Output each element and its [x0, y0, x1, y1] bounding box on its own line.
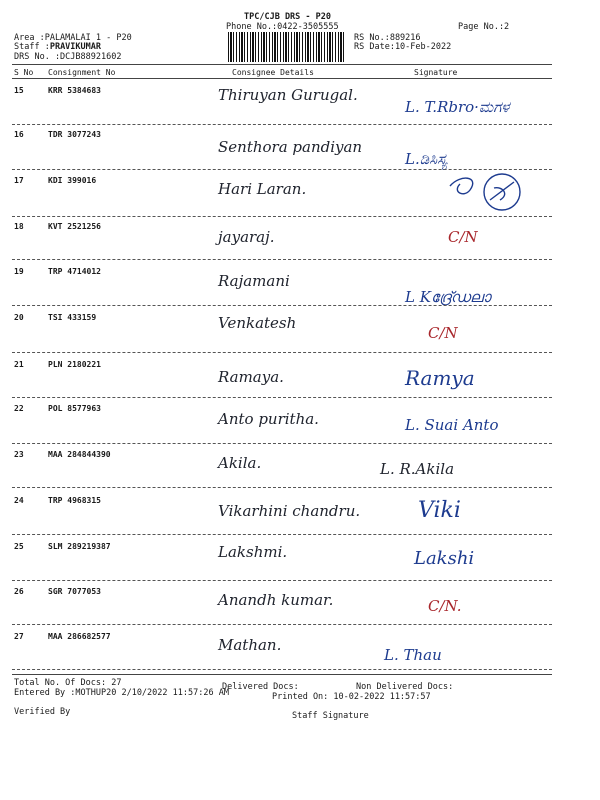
row-consignment: KRR 5384683 [48, 86, 101, 95]
staff-prefix: Staff : [14, 42, 50, 52]
page-number: Page No.:2 [458, 22, 510, 32]
entered-by: Entered By :MOTHUP20 2/10/2022 11:57:26 AM [14, 688, 229, 698]
rs-date: RS Date:10-Feb-2022 [354, 42, 452, 52]
phone-number: Phone No.:0422-3505555 [226, 22, 339, 32]
column-header-signature: Signature [414, 68, 458, 77]
barcode [228, 32, 346, 62]
row-sno: 17 [14, 176, 24, 185]
signature-scribble-icon [430, 164, 530, 216]
row-consignee-name: Anandh kumar. [218, 591, 334, 609]
row-signature: L.ಡಿಸಿಸ್ಯ [405, 150, 448, 168]
column-header-consignment: Consignment No [48, 68, 116, 77]
row-signature: L. T.Rbro·ಮಗಳ [405, 98, 510, 116]
row-signature: L Kദ്ര്ഡേലാ [405, 288, 491, 306]
row-consignee-name: Venkatesh [218, 314, 297, 332]
row-sno: 15 [14, 86, 24, 95]
row-consignee-name: Akila. [218, 454, 262, 472]
row-consignment: TDR 3077243 [48, 130, 101, 139]
row-consignment: MAA 286682577 [48, 632, 111, 641]
row-consignee-name: Lakshmi. [218, 543, 288, 561]
rs-number: RS No.:889216 [354, 33, 421, 43]
row-consignee-name: Thiruyan Gurugal. [218, 86, 358, 104]
row-consignment: SGR 7077053 [48, 587, 101, 596]
verified-by: Verified By [14, 707, 71, 717]
row-signature: L. Thau [384, 646, 442, 664]
row-signature: C/N. [428, 597, 462, 615]
row-consignee-name: Vikarhini chandru. [218, 502, 361, 520]
total-docs: Total No. Of Docs: 27 [14, 678, 122, 688]
row-consignee-name: Rajamani [218, 272, 290, 290]
column-header-consignee: Consignee Details [232, 68, 314, 77]
column-header-sno: S No [14, 68, 34, 77]
staff-label [14, 42, 101, 52]
row-consignee-name: Senthora pandiyan [218, 138, 363, 156]
row-consignment: TSI 433159 [48, 313, 97, 322]
row-sno: 24 [14, 496, 24, 505]
row-sno: 21 [14, 360, 24, 369]
row-consignment: KDI 399016 [48, 176, 97, 185]
row-sno: 20 [14, 313, 24, 322]
row-signature: C/N [448, 228, 478, 246]
printed-on: Printed On: 10-02-2022 11:57:57 [272, 692, 431, 702]
row-consignee-name: Ramaya. [218, 368, 284, 386]
row-consignee-name: Hari Laran. [218, 180, 307, 198]
row-consignee-name: Mathan. [218, 636, 282, 654]
row-sno: 19 [14, 267, 24, 276]
row-consignment: POL 8577963 [48, 404, 101, 413]
staff-signature-label: Staff Signature [292, 711, 369, 721]
row-sno: 16 [14, 130, 24, 139]
row-signature: Viki [418, 498, 461, 523]
non-delivered-docs: Non Delivered Docs: [356, 682, 454, 692]
row-consignment: SLM 289219387 [48, 542, 111, 551]
row-consignment: PLN 2180221 [48, 360, 101, 369]
row-sno: 18 [14, 222, 24, 231]
row-sno: 26 [14, 587, 24, 596]
area-label: Area :PALAMALAI 1 - P20 [14, 33, 132, 43]
staff-name: PRAVIKUMAR [49, 42, 102, 52]
row-consignee-name: jayaraj. [218, 228, 275, 246]
row-sno: 23 [14, 450, 24, 459]
document-title: TPC/CJB DRS - P20 [244, 12, 331, 22]
row-signature: L. Suai Anto [405, 416, 499, 434]
drs-number: DRS No. :DCJB88921602 [14, 52, 122, 62]
row-signature: L. R.Akila [380, 460, 455, 478]
row-sno: 27 [14, 632, 24, 641]
row-signature: Ramya [405, 366, 475, 390]
row-signature: Lakshi [414, 548, 475, 569]
row-sno: 25 [14, 542, 24, 551]
delivered-docs: Delivered Docs: [222, 682, 299, 692]
row-consignment: MAA 284844390 [48, 450, 111, 459]
row-consignment: KVT 2521256 [48, 222, 101, 231]
row-consignment: TRP 4968315 [48, 496, 101, 505]
row-consignment: TRP 4714012 [48, 267, 101, 276]
row-signature: C/N [428, 324, 458, 342]
row-sno: 22 [14, 404, 24, 413]
row-consignee-name: Anto puritha. [218, 410, 319, 428]
